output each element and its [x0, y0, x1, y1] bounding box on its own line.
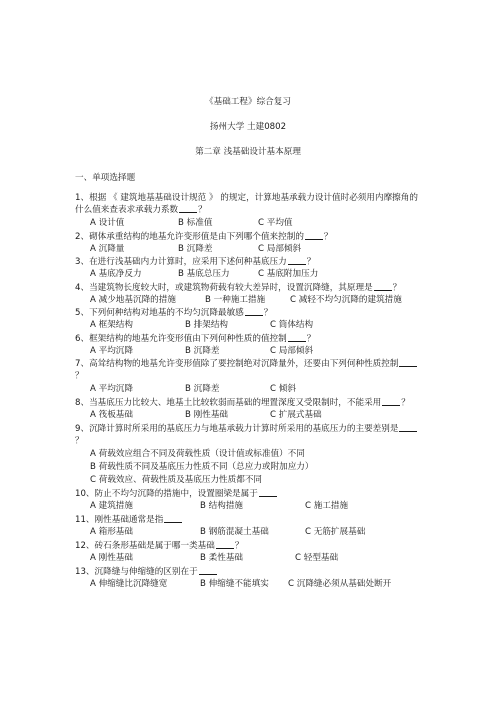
q7-option-c: C 倾斜	[270, 384, 296, 394]
q6-option-a: A 平均沉降	[90, 346, 133, 356]
q6-option-b: B 沉降差	[185, 346, 220, 356]
q1-option-c: C 平均值	[258, 218, 293, 228]
q13-option-a: A 伸缩缝比沉降缝宽	[90, 579, 168, 589]
q1-option-a: A 设计值	[90, 218, 125, 228]
answer-blank	[399, 358, 417, 367]
doc-subtitle: 扬州大学 土建0802	[209, 122, 287, 132]
answer-blank	[245, 307, 263, 316]
question-5: 5、下列何种结构对地基的不均匀沉降最敏感 ？	[75, 308, 273, 318]
question-10: 10、防止不均匀沉降的措施中，设置圈梁是属于	[75, 488, 278, 500]
q7-option-b: B 沉降差	[185, 384, 220, 394]
q8-option-c: C 扩展式基础	[270, 410, 322, 420]
q3-option-c: C 基底附加压力	[258, 269, 319, 279]
question-4: 4、当建筑物长度较大时，或建筑物荷载有较大差异时，设置沉降缝，其原理是 ？	[75, 283, 402, 293]
q12-option-a: A 刚性基础	[90, 553, 133, 563]
answer-blank	[382, 397, 400, 406]
q10-option-b: B 结构措施	[200, 501, 244, 511]
q11-option-a: A 箱形基础	[90, 527, 133, 537]
section-heading: 一、单项选择题	[75, 173, 136, 183]
question-3: 3、在进行浅基础内力计算时，应采用下述何种基底压力 ？	[75, 257, 316, 267]
question-7: 7、高耸结构物的地基允许变形值除了要控制绝对沉降量外，还要由下列何种性质控制？	[75, 358, 425, 382]
q13-option-c: C 沉降缝必须从基础处断开	[288, 579, 392, 589]
question-6: 6、框架结构的地基允许变形值由下列何种性质的值控制 ？	[75, 334, 316, 344]
q10-option-c: C 施工措施	[305, 501, 349, 511]
q12-option-c: C 轻型基础	[295, 553, 339, 563]
question-12: 12、砖石条形基础是属于哪一类基础 ？	[75, 541, 244, 551]
answer-blank	[179, 204, 197, 213]
q12-option-b: B 柔性基础	[200, 553, 244, 563]
q3-option-b: B 基底总压力	[178, 269, 230, 279]
question-13: 13、沉降缝与伸缩缝的区别在于	[75, 566, 218, 578]
doc-title: 《基础工程》综合复习	[205, 97, 291, 107]
q2-option-a: A 沉降量	[90, 244, 125, 254]
q10-option-a: A 建筑措施	[90, 501, 133, 511]
question-1: 1、根据 《 建筑地基基础设计规范 》 的规定，计算地基承载力设计值时必须用内摩擦角的什么值来查表求承载力系数 ？	[75, 193, 418, 215]
q11-option-c: C 无筋扩展基础	[305, 527, 366, 537]
q6-option-c: C 局部倾斜	[270, 346, 314, 356]
q5-option-c: C 筒体结构	[270, 320, 314, 330]
question-8: 8、当基底压力比较大、地基土比较软弱而基础的埋置深度又受限制时，不能采用 ？	[75, 398, 410, 408]
question-9: 9、沉降计算时所采用的基底压力与地基承载力计算时所采用的基底压力的主要差别是？	[75, 423, 425, 447]
answer-blank	[199, 566, 217, 575]
q8-option-a: A 筏板基础	[90, 410, 133, 420]
q13-option-b: B 伸缩缝不能填实	[200, 579, 269, 589]
q4-option-c: C 减轻不均匀沉降的建筑措施	[290, 295, 402, 305]
answer-blank	[305, 231, 323, 240]
q2-option-c: C 局部倾斜	[258, 244, 302, 254]
q11-option-b: B 钢筋混凝土基础	[200, 527, 269, 537]
question-11: 11、刚性基础通常是指	[75, 514, 183, 526]
q9-option-b: B 荷载性质不同及基底压力性质不同（总应力或附加应力）	[90, 462, 314, 472]
answer-blank	[216, 540, 234, 549]
q9-option-c: C 荷载效应、荷载性质及基底压力性质都不同	[90, 475, 263, 485]
answer-blank	[259, 488, 277, 497]
q5-option-b: B 排架结构	[185, 320, 229, 330]
q4-option-a: A 减少地基沉降的措施	[90, 295, 176, 305]
q8-option-b: B 刚性基础	[185, 410, 229, 420]
chapter-heading: 第二章 浅基础设计基本原理	[195, 147, 301, 157]
answer-blank	[164, 514, 182, 523]
answer-blank	[399, 423, 417, 432]
answer-blank	[374, 282, 392, 291]
answer-blank	[288, 256, 306, 265]
q4-option-b: B 一种施工措施	[205, 295, 266, 305]
q3-option-a: A 基底净反力	[90, 269, 142, 279]
q1-option-b: B 标准值	[178, 218, 213, 228]
q5-option-a: A 框架结构	[90, 320, 133, 330]
q7-option-a: A 平均沉降	[90, 384, 133, 394]
q9-option-a: A 荷载效应组合不同及荷载性质（设计值或标准值）不同	[90, 449, 305, 459]
answer-blank	[288, 333, 306, 342]
question-2: 2、砌体承重结构的地基允许变形值是由下列哪个值来控制的 ？	[75, 232, 333, 242]
q2-option-b: B 沉降差	[178, 244, 213, 254]
